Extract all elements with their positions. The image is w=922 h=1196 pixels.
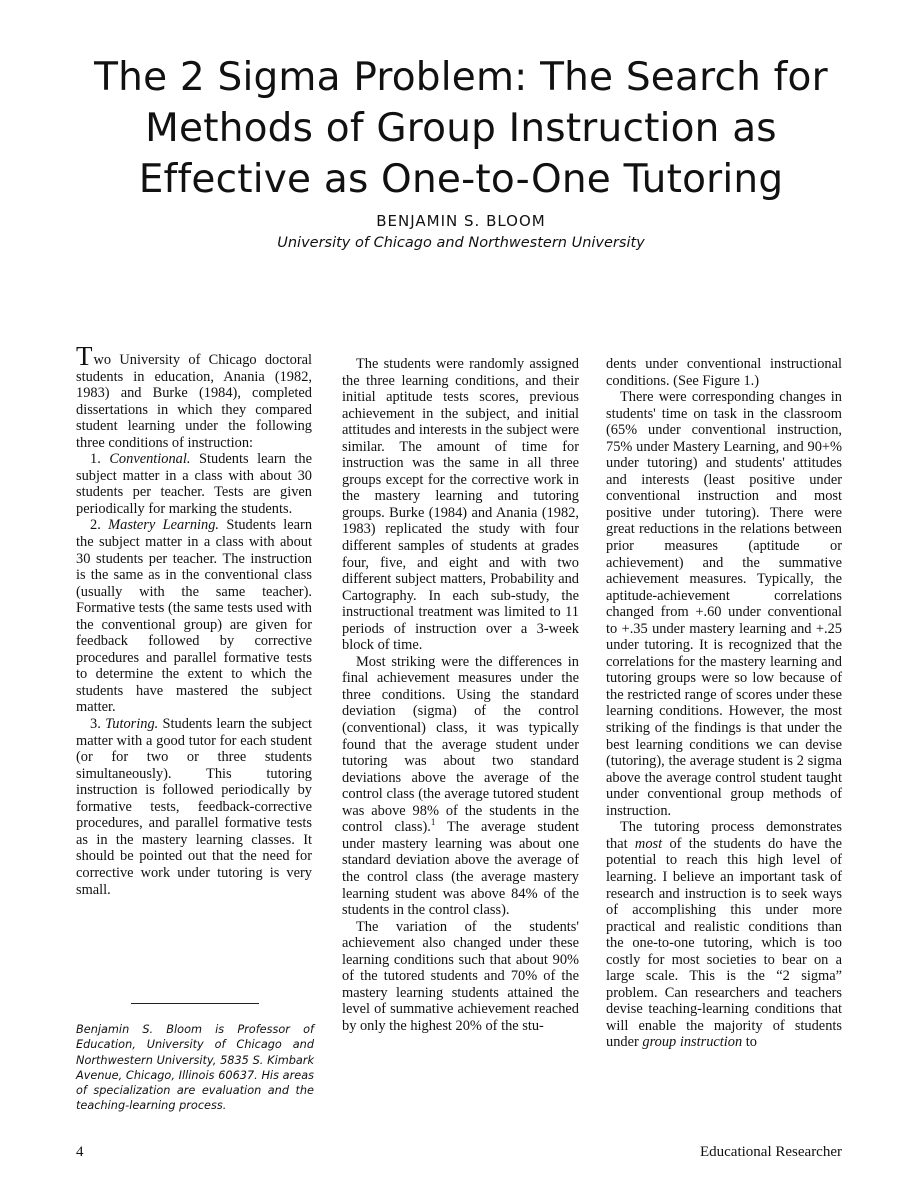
paragraph-text: The average student under mastery learning was about one standard deviation above the average of the control class (the average mastery learning student was above 84% of the students in the control class). xyxy=(342,819,579,919)
column-2 xyxy=(342,356,579,1034)
list-number: 3. xyxy=(90,716,106,733)
paragraph: There were corresponding changes in students' time on task in the classroom (65% under conventional instruction, 75% under Mastery Learning, and 90+% under tutoring) and students' attitudes and interests (least positive under conventional instruction and most positive under tutoring). There were great reductions in the relations between prior measures (aptitude or achievement) and the summative achievement measures. Typically, the aptitude-achievement correlations changed from +.60 under conventional to +.35 under mastery learning and +.25 under tutoring. It is recognized that the correlations for the mastery learning and tutoring groups were so low because of the restricted range of scores under these learning conditions. However, the most striking of the findings is that under the best learning conditions we can devise (tutoring), the average student is 2 sigma above the average control student taught under conventional group methods of instruction. xyxy=(606,389,842,819)
title-line: The 2 Sigma Problem: The Search for xyxy=(94,55,828,100)
condition-term: Conventional. xyxy=(109,451,191,468)
title-line: Methods of Group Instruction as xyxy=(145,106,777,151)
article-title xyxy=(40,52,882,205)
paragraph-text: to xyxy=(742,1034,757,1051)
author-name: BENJAMIN S. BLOOM xyxy=(376,212,546,230)
title-line: Effective as One-to-One Tutoring xyxy=(138,157,784,202)
condition-term: Tutoring. xyxy=(105,716,159,733)
paragraph-text: Students learn the subject matter with a good tutor for each student (or for two or three students simultaneously). This tutoring instruction is followed periodically by formative tests, feedback-corrective procedures, and parallel formative tests as in the mastery learning classes. It should be pointed out that the need for corrective work under tutoring is very small. xyxy=(76,716,312,898)
footnote-marker: 1 xyxy=(430,817,436,828)
emphasis: most xyxy=(634,835,663,852)
journal-name: Educational Researcher xyxy=(699,1144,842,1160)
drop-cap: T xyxy=(76,341,93,371)
paragraph-tutoring xyxy=(76,716,312,898)
paragraph-mastery-learning xyxy=(76,517,312,716)
paragraph xyxy=(606,819,842,1051)
emphasis: group instruction xyxy=(642,1034,743,1051)
paragraph xyxy=(342,654,579,919)
paragraph-conventional xyxy=(76,451,312,517)
paragraph-text: wo University of Chicago doctoral students in education, Anania (1982, 1983) and Burke (1984), completed dissertations in which they compared student learning under the following three conditions of instruction: xyxy=(76,352,312,451)
author-footnote: Benjamin S. Bloom is Professor of Education, University of Chicago and Northwestern University, 5835 S. Kimbark Avenue, Chicago, Illinois 60637. His areas of specialization are evaluation and the teaching-learning process. xyxy=(76,1023,314,1113)
page-number: 4 xyxy=(76,1144,84,1160)
paragraph-text: The tutoring process demonstrates that xyxy=(606,819,842,852)
paragraph: The variation of the students' achievement also changed under these learning conditions such that about 90% of the tutored students and 70% of the mastery learning students attained the level of summative achievement reached by only the highest 20% of the stu- xyxy=(342,918,579,1034)
paragraph-intro xyxy=(76,341,312,451)
paragraph-text: Students learn the subject matter in a class with about 30 students per teacher. The instruction is the same as in the conventional class (usually with the same teacher). Formative tests (the same tests used with the conventional group) are given for feedback followed by corrective procedures and parallel formative tests to determine the extent to which the students have mastered the subject matter. xyxy=(76,517,313,716)
paragraph-text: Most striking were the differences in final achievement measures under the three conditions. Using the standard deviation (sigma) of the control (conventional) class, it was typically found that the average student under tutoring was about two standard deviations above the average of the control class (the average tutored student was above 98% of the students in the control class). xyxy=(342,653,579,836)
paragraph-continued: dents under conventional instructional conditions. (See Figure 1.) xyxy=(606,356,842,389)
list-number: 1. xyxy=(90,451,110,468)
column-1 xyxy=(76,341,313,898)
paragraph-text: of the students do have the potential to reach this high level of learning. I believe an important task of research and instruction is to seek ways of accomplishing this under more practical and realistic conditions than the one-to-one tutoring, which is too costly for most societies to bear on a large scale. This is the “2 sigma” problem. Can researchers and teachers devise teaching-learning conditions that will enable the majority of students under xyxy=(606,835,842,1051)
paragraph-text: Students learn the subject matter in a class with about 30 students per teacher. Tests are given periodically for marking the students. xyxy=(76,451,312,517)
author-affiliation: University of Chicago and Northwestern University xyxy=(277,235,645,251)
footnote-divider xyxy=(131,1003,259,1004)
list-number: 2. xyxy=(90,517,109,534)
condition-term: Mastery Learning. xyxy=(108,517,220,534)
paragraph: The students were randomly assigned the three learning conditions, and their initial aptitude tests scores, previous achievement in the subject, and initial attitudes and interests in the subject were similar. The amount of time for instruction was the same in all three groups except for the corrective work in the mastery learning and tutoring groups. Burke (1984) and Anania (1982, 1983) replicated the study with four different samples of students at grades four, five, and eight and with two different subject matters, Probability and Cartography. In each sub-study, the instructional treatment was limited to 11 periods of instruction over a 3-week block of time. xyxy=(342,356,579,654)
column-3 xyxy=(606,356,842,1051)
